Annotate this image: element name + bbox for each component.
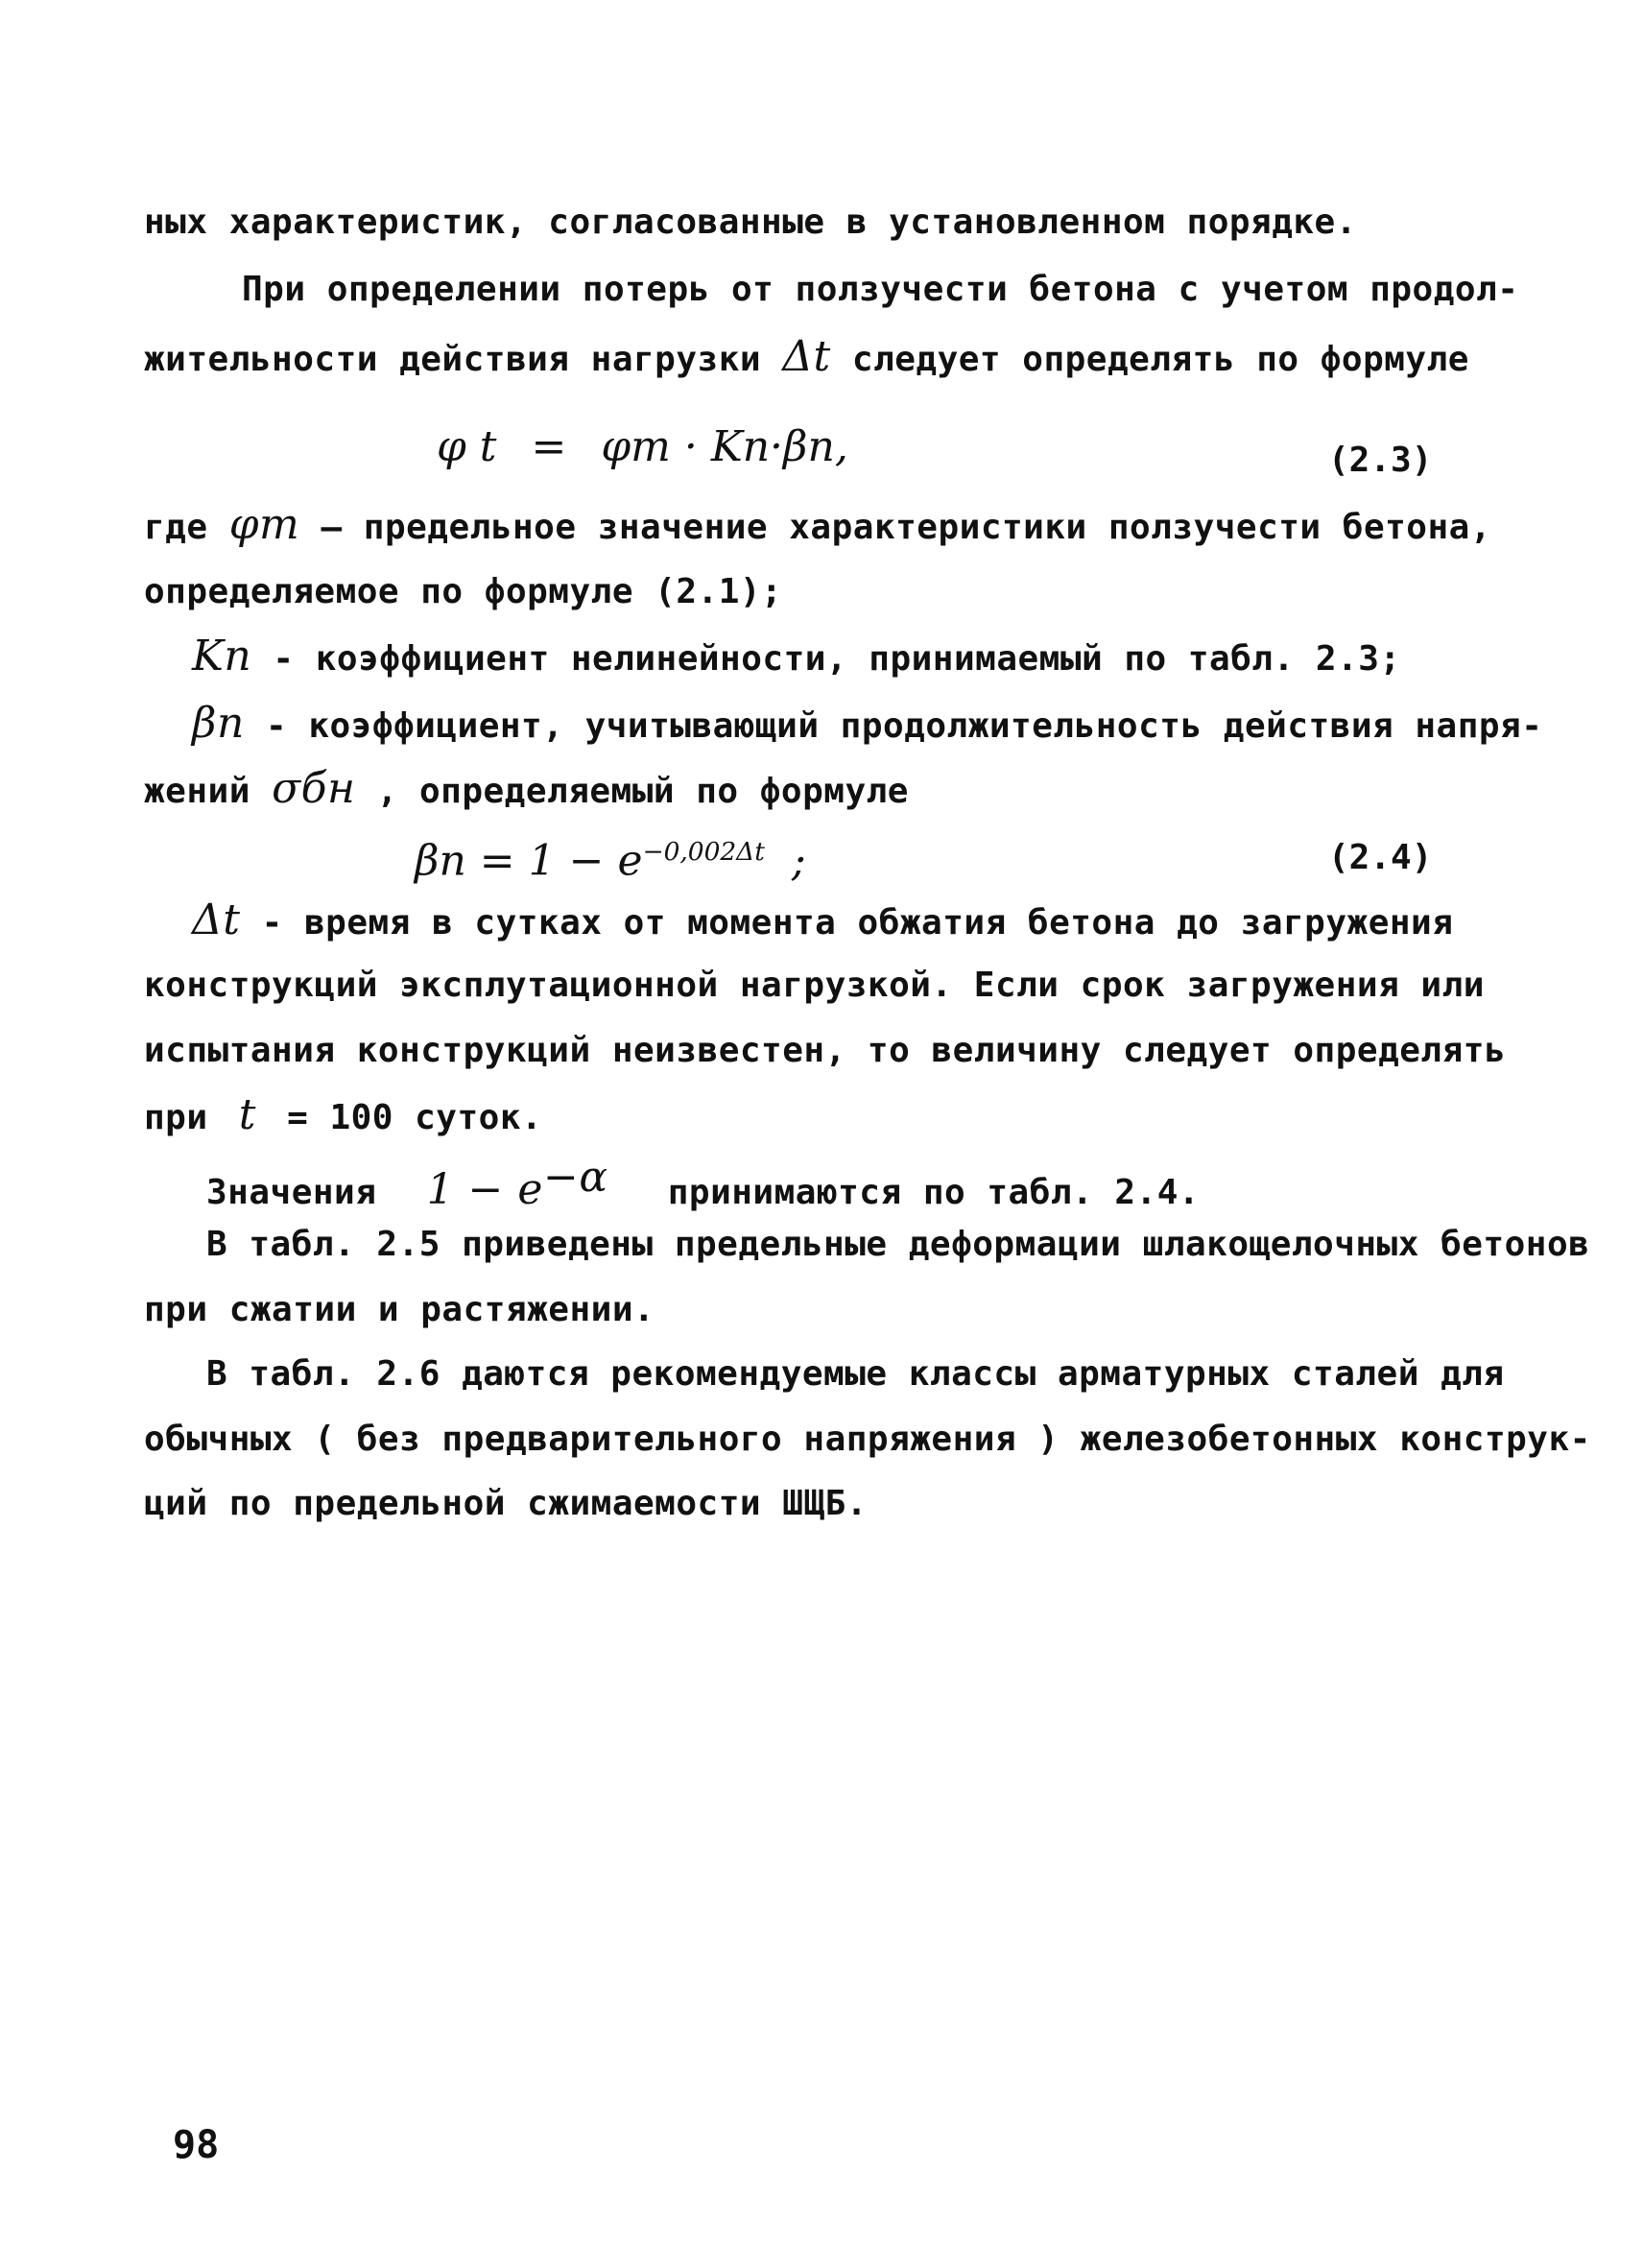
sigma-bn-symbol: σбн [272,764,356,813]
text-line-7 [192,699,1543,748]
kn-symbol: Kn [192,632,252,680]
text-line-18: ций по предельной сжимаемости ШЩБ. [144,1484,868,1523]
text-fragment: , определяемый по формуле [376,772,909,811]
delta-t-symbol: Δt [192,895,241,944]
text-line-10: конструкций эксплутационной нагрузкой. Если срок загружения или [144,966,1485,1005]
text-line-17: обычных ( без предварительного напряжения ) железобетонных конструк- [144,1420,1591,1459]
text-fragment: при [144,1098,208,1137]
formula-lhs: φ t [437,422,497,471]
text-line-5: определяемое по формуле (2.1); [144,572,783,611]
formula-2-3 [437,420,848,474]
equation-number-2-4: (2.4) [1328,838,1433,877]
formula-2-4 [415,825,806,889]
text-fragment: Значения [206,1173,377,1212]
text-line-6 [192,632,1401,680]
formula-tail: ; [791,836,806,886]
text-line-15: при сжатии и растяжении. [144,1290,655,1329]
text-line-11: испытания конструкций неизвестен, то величину следует определять [144,1031,1507,1070]
text-fragment: жительности действия нагрузки [144,340,762,379]
text-fragment: следует определять по формуле [851,340,1469,379]
beta-n-symbol: βn [192,699,245,748]
text-fragment: жений [144,772,250,811]
text-line-9 [192,895,1454,944]
text-line-1: ных характеристик, согласованные в установленном порядке. [144,203,1357,242]
equation-number-2-3: (2.3) [1328,441,1433,480]
formula-exponent: −0,002Δt [642,837,765,867]
formula-equals: = [531,422,567,471]
text-line-16: В табл. 2.6 даются рекомендуемые классы арматурных сталей для [206,1354,1505,1394]
text-line-14: В табл. 2.5 приведены предельные деформации шлакощелочных бетонов [206,1225,1590,1264]
text-fragment: - коэффициент, учитывающий продолжительность действия напря- [265,706,1543,746]
text-fragment: — предельное значение характеристики ползучести бетона, [321,508,1491,547]
text-line-4 [144,500,1491,549]
text-fragment: - время в сутках от момента обжатия бетона до загружения [261,903,1454,943]
text-line-12 [144,1090,543,1139]
text-line-13 [206,1153,1201,1214]
delta-t-symbol: Δt [782,332,831,381]
one-minus-e-symbol: 1 − e [426,1165,543,1214]
formula-lhs: βn = 1 − e [415,836,643,886]
page-number: 98 [173,2123,220,2167]
text-fragment: где [144,508,208,547]
text-line-8 [144,764,909,813]
text-line-2: При определении потерь от ползучести бетона с учетом продол- [242,270,1519,309]
t-symbol: t [238,1090,256,1139]
text-fragment: - коэффициент нелинейности, принимаемый по табл. 2.3; [273,639,1401,679]
alpha-exponent: −α [542,1153,608,1202]
phi-m-symbol: φm [228,500,300,549]
text-fragment: = 100 суток. [287,1098,543,1137]
text-fragment: принимаются по табл. 2.4. [667,1173,1201,1212]
text-line-3 [144,332,1469,381]
formula-rhs: φm · Kn·βn, [601,422,848,471]
